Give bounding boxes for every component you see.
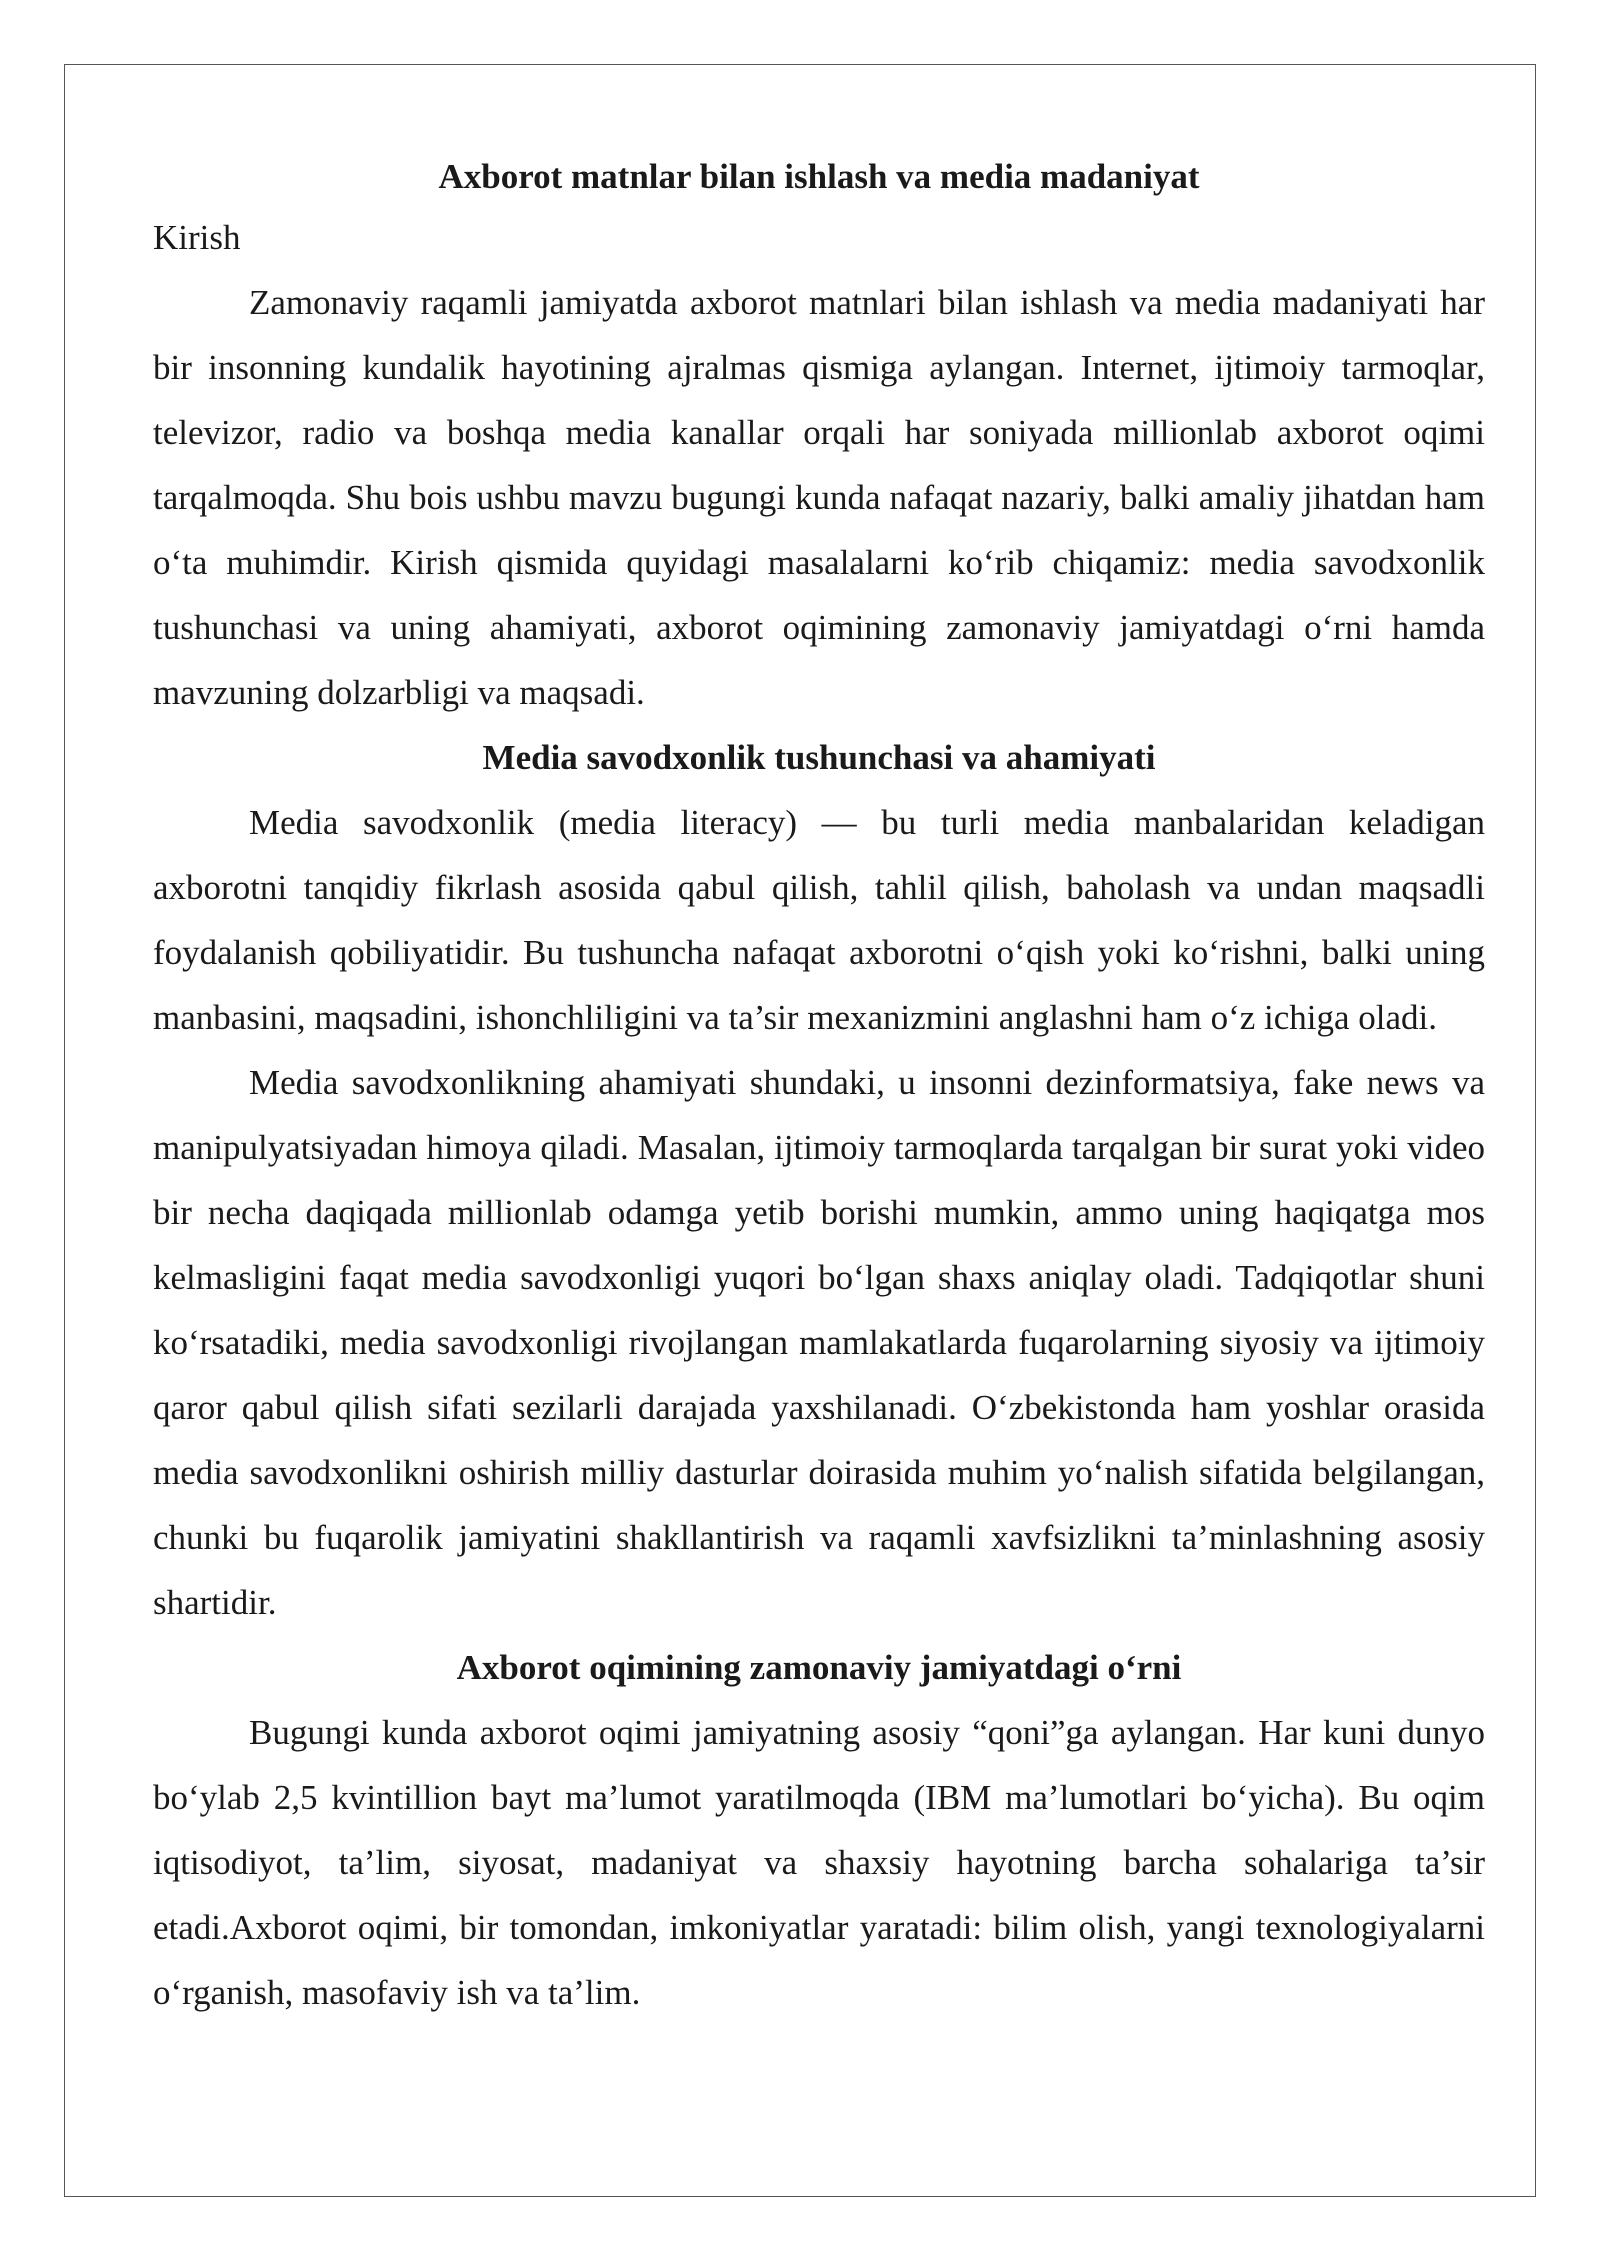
information-flow-paragraph-1: Bugungi kunda axborot oqimi jamiyatning asosiy “qoni”ga aylangan. Har kuni dunyo bo‘ylab 2,5 kvintillion bayt ma’lumot yaratilmoqda (IBM ma’lumotlari bo‘yicha). Bu oqim iqtisodiyot, ta’lim, siyosat, madaniyat va shaxsiy hayotning barcha sohalariga ta’sir etadi.Axborot oqimi, bir tomondan, imkoniyatlar yaratadi: bilim olish, yangi texnologiyalarni o‘rganish, masofaviy ish va ta’lim. [153, 1713, 1485, 2012]
media-literacy-paragraph-1: Media savodxonlik (media literacy) — bu turli media manbalaridan keladigan axborotni tanqidiy fikrlash asosida qabul qilish, tahlil qilish, baholash va undan maqsadli foydalanish qobiliyatidir. Bu tushuncha nafaqat axborotni o‘qish yoki ko‘rishni, balki uning manbasini, maqsadini, ishonchliligini va ta’sir mexanizmini anglashni ham o‘z ichiga oladi. [153, 803, 1485, 1037]
document-body [153, 148, 1485, 2025]
section-heading-information-flow: Axborot oqimining zamonaviy jamiyatdagi o‘rni [456, 1648, 1182, 1687]
intro-label: Kirish [153, 218, 241, 257]
media-literacy-paragraph-2: Media savodxonlikning ahamiyati shundaki, u insonni dezinformatsiya, fake news va manipulyatsiyadan himoya qiladi. Masalan, ijtimoiy tarmoqlarda tarqalgan bir surat yoki video bir necha daqiqada millionlab odamga yetib borishi mumkin, ammo uning haqiqatga mos kelmasligini faqat media savodxonligi yuqori bo‘lgan shaxs aniqlay oladi. Tadqiqotlar shuni ko‘rsatadiki, media savodxonligi rivojlangan mamlakatlarda fuqarolarning siyosiy va ijtimoiy qaror qabul qilish sifati sezilarli darajada yaxshilanadi. O‘zbekistonda ham yoshlar orasida media savodxonlikni oshirish milliy dasturlar doirasida muhim yo‘nalish sifatida belgilangan, chunki bu fuqarolik jamiyatini shakllantirish va raqamli xavfsizlikni ta’minlashning asosiy shartidir. [153, 1063, 1485, 1622]
document-title: Axborot matnlar bilan ishlash va media madaniyat [438, 157, 1200, 196]
section-heading-media-literacy: Media savodxonlik tushunchasi va ahamiyati [482, 738, 1156, 777]
intro-paragraph: Zamonaviy raqamli jamiyatda axborot matnlari bilan ishlash va media madaniyati har bir insonning kundalik hayotining ajralmas qismiga aylangan. Internet, ijtimoiy tarmoqlar, televizor, radio va boshqa media kanallar orqali har soniyada millionlab axborot oqimi tarqalmoqda. Shu bois ushbu mavzu bugungi kunda nafaqat nazariy, balki amaliy jihatdan ham o‘ta muhimdir. Kirish qismida quyidagi masalalarni ko‘rib chiqamiz: media savodxonlik tushunchasi va uning ahamiyati, axborot oqimining zamonaviy jamiyatdagi o‘rni hamda mavzuning dolzarbligi va maqsadi. [153, 283, 1485, 712]
